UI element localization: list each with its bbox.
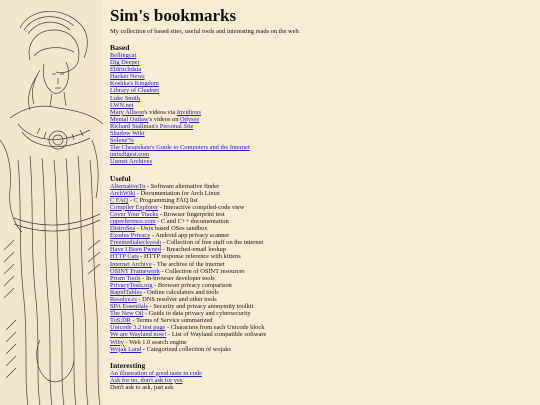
bookmark-item (110, 339, 530, 346)
bookmark-link[interactable]: unixdigest.com (110, 151, 150, 159)
bookmark-link[interactable]: Wiby (110, 338, 124, 346)
bookmark-item (110, 95, 530, 102)
section-based (110, 43, 530, 166)
section-spacer (110, 353, 530, 361)
bookmark-link[interactable]: DistroSea (110, 225, 136, 233)
bookmark-item (110, 158, 530, 165)
bookmark-link[interactable]: Hacker News (110, 73, 145, 81)
bookmark-description: - C Programming FAQ list (128, 196, 198, 204)
bookmark-description: - Terms of Service summarized (130, 317, 213, 325)
bookmark-link[interactable]: Invidious (176, 108, 201, 116)
bookmark-item (110, 130, 530, 137)
bookmark-item (110, 232, 530, 239)
bookmark-link[interactable]: Mental Outlaw (110, 115, 149, 123)
bookmark-link[interactable]: An illustration of good taste in code (110, 369, 202, 377)
bookmark-description: - The archive of the internet (151, 260, 225, 268)
bookmark-item (110, 116, 530, 123)
bookmark-description: - DNS resolver and other tools (136, 296, 217, 303)
bookmark-link[interactable]: Shadow Wiki (110, 130, 145, 138)
bookmark-item (110, 317, 530, 324)
bookmark-link[interactable]: Luke Smith (110, 94, 140, 102)
section-heading: Useful (110, 173, 131, 183)
bookmark-link[interactable]: Odysee (180, 115, 200, 123)
bookmark-link[interactable]: Exodus Privacy (110, 232, 151, 240)
bookmarks-content (110, 6, 530, 391)
bookmark-list (110, 183, 530, 353)
bookmark-item (110, 204, 530, 211)
bookmark-description: - Characters from each Unicode block (165, 324, 265, 332)
bookmark-item (110, 239, 530, 246)
bookmark-link[interactable]: Dig Deeper (110, 59, 140, 67)
bookmark-link[interactable]: Mary Allison (110, 108, 144, 116)
bookmark-description: - Unix based OSes sandbox (135, 225, 208, 233)
bookmark-description: - Web 1.0 search engine (123, 338, 187, 346)
bookmark-link[interactable]: Solene'% (110, 137, 134, 145)
bookmark-item (110, 346, 530, 353)
bookmark-item (110, 261, 530, 268)
bookmark-description: 's videos on (148, 115, 181, 123)
bookmark-link[interactable]: Richard Stallman's Personal Site (110, 122, 194, 130)
bookmark-item (110, 384, 530, 391)
bookmark-item (110, 289, 530, 296)
bookmark-sections (110, 43, 530, 391)
bookmark-link[interactable]: Compiler Explorer (110, 203, 159, 211)
bookmark-item (110, 246, 530, 253)
bookmark-item (110, 137, 530, 144)
bookmark-description: - List of Wayland compatible software (166, 331, 267, 339)
bookmark-link[interactable]: Koshka's Kingdom (110, 80, 159, 88)
bookmark-item (110, 102, 530, 109)
bookmark-link[interactable]: Wojak Land (110, 345, 142, 353)
bookmark-item (110, 303, 530, 310)
bookmark-description: - Security and privacy anonymity toolkit (147, 303, 254, 311)
bookmark-item (110, 282, 530, 289)
bookmark-item (110, 109, 530, 116)
bookmark-item (110, 370, 530, 377)
bookmark-item (110, 123, 530, 130)
bookmark-item (110, 66, 530, 73)
bookmark-item (110, 183, 530, 190)
bookmark-link[interactable]: Ask for no, don't ask for yes (110, 376, 183, 384)
section-useful (110, 174, 530, 353)
bookmark-link[interactable]: ArchWiki (110, 189, 136, 197)
bookmark-list (110, 52, 530, 166)
page-subtitle: My collection of based sites, useful tools and interesting reads on the web. (110, 28, 301, 35)
bookmark-description: - Breached-email lookup (160, 246, 227, 254)
bookmark-item (110, 144, 530, 151)
statue-engraving-image (0, 0, 103, 405)
bookmark-link[interactable]: Cover Your Tracks (110, 210, 159, 218)
section-interesting (110, 361, 530, 391)
bookmark-description: - Online calculators and tools (141, 288, 219, 296)
bookmark-link[interactable]: Prism Tools (110, 274, 141, 282)
bookmark-item (110, 73, 530, 80)
bookmark-description: - Categorized collection of wojaks (141, 345, 231, 353)
bookmark-item (110, 331, 530, 338)
bookmark-item (110, 52, 530, 59)
bookmark-description: - Documentation for Arch Linux (135, 189, 220, 197)
bookmark-link[interactable]: Bellingcat (110, 52, 137, 59)
bookmark-item (110, 151, 530, 158)
bookmark-link[interactable]: Internet Archive (110, 260, 152, 268)
bookmark-link[interactable]: AlternativeTo (110, 182, 146, 190)
bookmark-item (110, 268, 530, 275)
bookmark-description: - Software alternative finder (145, 182, 220, 190)
bookmark-description: - Collection of free stuff on the internet (161, 239, 264, 247)
bookmark-description: 's videos via (143, 108, 177, 116)
bookmark-link[interactable]: ToS;DR (110, 317, 131, 325)
bookmark-item (110, 59, 530, 66)
bookmark-link[interactable]: Unicode 3.2 test page (110, 324, 166, 332)
bookmark-item (110, 310, 530, 317)
bookmark-link[interactable]: The Cheapskate's Guide to Computers and the Internet (110, 144, 250, 152)
bookmark-link[interactable]: RapidTables (110, 288, 142, 296)
bookmark-link[interactable]: C FAQ (110, 196, 129, 204)
bookmark-description: - HTTP response reference with kittens (138, 253, 241, 261)
bookmark-description: - Browser privacy comparison (152, 281, 232, 289)
bookmark-item (110, 218, 530, 225)
bookmark-description: - C and C++ documentation (155, 217, 229, 225)
bookmark-description: - Interactive compiled-code view (158, 203, 245, 211)
bookmark-item (110, 197, 530, 204)
bookmark-link[interactable]: The New Oil (110, 310, 144, 318)
bookmark-item (110, 296, 530, 303)
bookmark-link[interactable]: OSINT Framework (110, 267, 160, 275)
bookmark-link[interactable]: We are Wayland now! (110, 331, 167, 339)
bookmark-description: - Android app privacy scanner (150, 232, 230, 240)
bookmark-item (110, 80, 530, 87)
athena-illustration (0, 0, 103, 405)
bookmark-item (110, 225, 530, 232)
bookmark-link[interactable]: Freemediaheckyeah (110, 239, 162, 247)
bookmark-link[interactable]: LWN.net (110, 101, 134, 109)
bookmark-item (110, 190, 530, 197)
bookmark-link[interactable]: Resolve.rs (110, 296, 137, 303)
bookmark-item (110, 87, 530, 94)
bookmark-link[interactable]: Have I Been Pwned (110, 246, 161, 254)
bookmark-item (110, 211, 530, 218)
bookmark-link[interactable]: Eldritchdata (110, 66, 142, 74)
bookmark-item (110, 275, 530, 282)
bookmark-description: - In-browser developer tools (140, 274, 215, 282)
bookmark-link[interactable]: Usenet Archives (110, 158, 153, 166)
bookmark-link[interactable]: SPA Essentials (110, 303, 148, 311)
bookmark-link[interactable]: Library of Chadnet (110, 87, 159, 95)
bookmark-item (110, 253, 530, 260)
bookmark-link[interactable]: PrivacyTests.org (110, 281, 153, 289)
bookmark-description: Don't ask to ask, just ask (110, 383, 174, 391)
bookmark-link[interactable]: HTTP Cats (110, 253, 139, 261)
bookmark-link[interactable]: cppreference.com (110, 217, 156, 225)
bookmark-list (110, 370, 530, 391)
section-heading: Based (110, 43, 130, 52)
page-title: Sim's bookmarks (110, 6, 237, 25)
bookmark-item (110, 324, 530, 331)
bookmark-description: - Browser fingerprint test (158, 210, 225, 218)
bookmark-item (110, 377, 530, 384)
section-heading: Interesting (110, 360, 146, 370)
bookmark-description: - Guide to data privacy and cybersecurity (143, 310, 251, 318)
bookmark-description: - Collection of OSINT resources (159, 267, 245, 275)
section-spacer (110, 166, 530, 174)
